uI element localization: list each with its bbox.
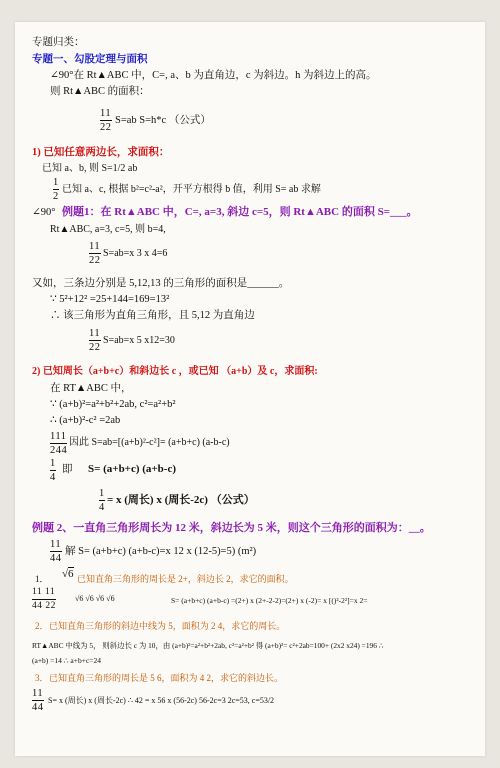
case1-line2: 已知 a、c, 根据 b²=c²-a²，开平方根得 b 值，利用 S= ab 求解 bbox=[62, 184, 321, 195]
case2-fraction5: 1 4 bbox=[99, 488, 105, 513]
fraction-numerator: 11 bbox=[100, 108, 112, 119]
problem3-fraction: 11 44 bbox=[32, 688, 44, 713]
topic1-title: 专题一、勾股定理与面积 bbox=[32, 54, 148, 65]
example2-title: 例题 2、一直角三角形周长为 12 米，斜边长为 5 米，则这个三角形的面积为：__。 bbox=[32, 522, 431, 534]
problem3-line: S= x (周长) x (周长-2c) ∴ 42 = x 56 x (56-2c) 56-2c=3 2c=53, c=53/2 bbox=[48, 696, 275, 705]
problem2-line2: (a+b) =14 ∴ a+b+c=24 bbox=[32, 656, 102, 665]
case1-line1: 已知 a、b, 则 S=1/2 ab bbox=[42, 163, 138, 174]
section-heading: 专题归类： bbox=[32, 37, 85, 48]
example1-text: 例题1：在 Rt▲ABC 中，C=, a=3, 斜边 c=5，则 Rt▲ABC 的面积 S=___。 bbox=[62, 206, 418, 218]
problem1-fraction: 11 11 44 22 bbox=[32, 587, 56, 611]
topic1-formula: S=ab S=h*c （公式） bbox=[115, 115, 211, 126]
problem2-text: 已知直角三角形的斜边中线为 5，面积为 2 4，求它的周长。 bbox=[49, 621, 286, 631]
because-line: ∵ 5²+12² =25+144=169=13² bbox=[50, 294, 170, 305]
case2-line1: 在 RT▲ABC 中， bbox=[50, 383, 132, 394]
case2-fraction3: 111 244 bbox=[50, 431, 68, 456]
case2-fraction4: 1 4 bbox=[50, 458, 56, 483]
example2-solution: 解 S= (a+b+c) (a+b-c)=x 12 x (12-5)=5) (m²) bbox=[65, 546, 257, 557]
case2-title: 2) 已知周长（a+b+c）和斜边长 c ，或已知 （a+b）及 c，求面积: bbox=[32, 366, 318, 377]
fraction-denominator: 22 bbox=[100, 122, 112, 133]
case2-line4: 因此 S=ab=[(a+b)²-c²]= (a+b+c) (a-b-c) bbox=[69, 437, 230, 448]
result-fraction: 11 22 bbox=[89, 328, 101, 353]
also-example: 又如，三条边分别是 5,12,13 的三角形的面积是______。 bbox=[32, 278, 290, 289]
example1-fraction: 11 22 bbox=[89, 241, 101, 266]
problem1-number: 1． bbox=[35, 574, 49, 584]
topic1-fraction bbox=[100, 108, 112, 133]
example1-line2: S=ab=x 3 x 4=6 bbox=[103, 248, 168, 259]
case1-title: 1) 已知任意两边长，求面积： bbox=[32, 147, 170, 158]
problem3-number: 3． bbox=[35, 673, 49, 683]
case2-line6: = x (周长) x (周长-2c) （公式） bbox=[107, 494, 255, 506]
document-page bbox=[15, 22, 485, 756]
problem1-calc: S= (a+b+c) (a+b-c) =(2+) x (2+-2-2)=(2+) x (-2)= x [()²-2²]=x 2= bbox=[171, 596, 368, 605]
case2-line5: S= (a+b+c) (a+b-c) bbox=[88, 463, 177, 475]
sqrt-sequence-icon: √6 √6 √6 √6 bbox=[75, 594, 115, 603]
topic1-line1: ∠90°在 Rt▲ABC 中，C=, a、b 为直角边，c 为斜边。h 为斜边上的高。 bbox=[50, 70, 377, 81]
case1-fraction: 1 2 bbox=[53, 177, 59, 202]
result-line: S=ab=x 5 x12=30 bbox=[103, 335, 175, 346]
problem3-text: 已知直角三角形的周长是 5 6，面积为 4 2，求它的斜边长。 bbox=[49, 673, 284, 683]
therefore-line: ∴ 该三角形为直角三角形，且 5,12 为直角边 bbox=[50, 310, 255, 321]
problem2-number: 2． bbox=[35, 621, 49, 631]
sqrt-icon: √6 bbox=[62, 568, 74, 580]
case2-line3: ∴ (a+b)²-c² =2ab bbox=[50, 415, 121, 426]
case2-line2: ∵ (a+b)²=a²+b²+2ab, c²=a²+b² bbox=[50, 399, 176, 410]
problem2-line1: RT▲ABC 中线为 5， 则斜边长 c 为 10，由 (a+b)²=a²+b²+2ab, c²=a²+b² 得 (a+b)²= c²+2ab=100+ (2x2 x24) =196 ∴ bbox=[32, 641, 384, 650]
example1-prefix: ∠90° bbox=[32, 207, 56, 218]
case2-line5-prefix: 即 bbox=[62, 464, 73, 475]
example2-fraction: 11 44 bbox=[50, 539, 62, 564]
topic1-line2: 则 Rt▲ABC 的面积： bbox=[50, 86, 150, 97]
problem1-text: 已知直角三角形的周长是 2+，斜边长 2，求它的面积。 bbox=[77, 574, 294, 584]
example1-line1: Rt▲ABC, a=3, c=5, 则 b=4, bbox=[50, 224, 166, 235]
